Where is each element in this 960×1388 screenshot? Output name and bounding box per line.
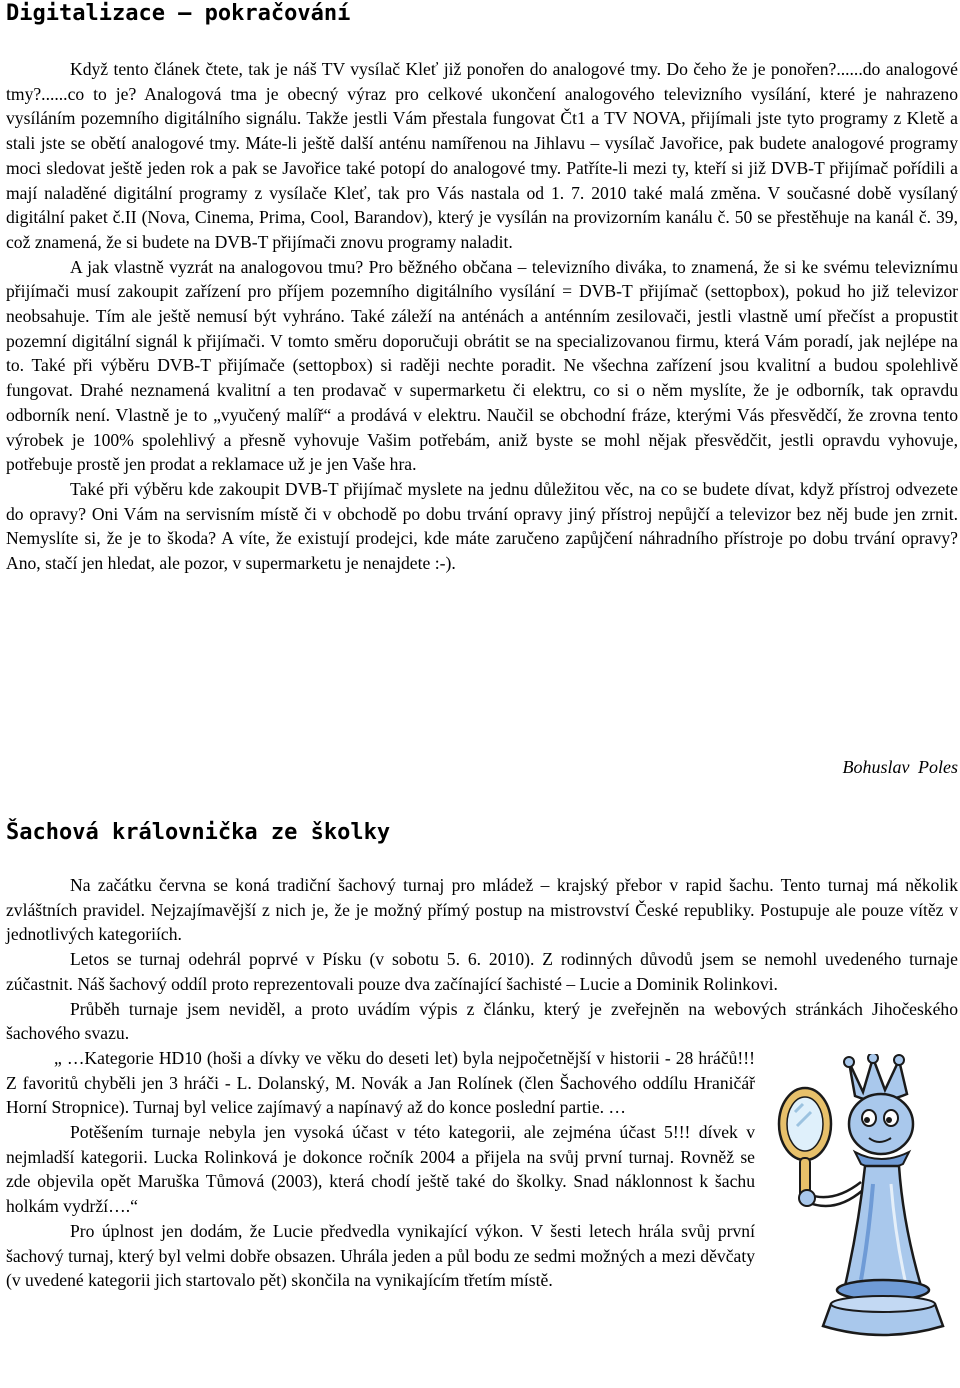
quote-paragraph: „ …Kategorie HD10 (hoši a dívky ve věku do deseti let) byla nejpočetnější v historii - 28 hráčů!!! Z favoritů chyběli jen 3 hráči - L. Dolanský, M. Novák a Jan Rolínek (člen Šachového oddílu Hraničář Horní Stropnice). Turnaj byl velice zajímavý a napínavý až do konce poslední partie. … bbox=[6, 1047, 755, 1118]
article-title-digitalizace: Digitalizace – pokračování bbox=[6, 1, 351, 26]
article-body-sach bbox=[6, 873, 958, 1344]
paragraph: Průběh turnaje jsem neviděl, a proto uvádím výpis z článku, který je zveřejněn na webových stránkách Jihočeského šachového svazu. bbox=[6, 998, 958, 1044]
paragraph: Na začátku června se koná tradiční šachový turnaj pro mládež – krajský přebor v rapid šachu. Tento turnaj má několik zvláštních pravidel. Nejzajímavější z nich je, že je možný přímý postup na mistrovství České republiky. Postupuje ale pouze vítěz v jednotlivých kategoriích. bbox=[6, 875, 958, 945]
quote-with-illustration bbox=[6, 1046, 958, 1293]
paragraph: Také při výběru kde zakoupit DVB-T přijímač myslete na jednu důležitou věc, na co se budete dívat, když přístroj odvezete do opravy? Oni Vám na servisním místě či v obchodě po dobu trvání opravy jiný přístroj nepůjčí a televizor bez něj bude jen zrnit. Nemyslíte si, že je to škoda? A víte, že existují prodejci, kde máte zaručeno zapůjčení náhradního přístroje po dobu trvání opravy? Ano, stačí jen hledat, ale pozor, v supermarketu je nenajdete :-). bbox=[6, 478, 958, 574]
chess-queen-icon bbox=[763, 1054, 958, 1344]
article-body-digitalizace bbox=[6, 57, 958, 576]
paragraph: A jak vlastně vyzrát na analogovou tmu? Pro běžného občana – televizního diváka, to znamená, že si ke svému televiznímu přijímači musí zakoupit zařízení pro příjem pozemního digitálního vysílání = DVB-T přijímač (settopbox), pokud ho již televizor neobsahuje. Tím ale ještě nemusí být vyhráno. Také záleží na anténách a anténním zesilovači, jestli vlastně umí přečíst a propustit pozemní digitální signál k přijímači. V tomto směru doporučuji obrátit se na specializovanou firmu, která Vám poradí, jak nejlépe na to. Také při výběru DVB-T přijímače (settopbox) si raději nechte poradit. Ne všechna zařízení jsou kvalitní a budou spolehlivě fungovat. Drahé neznamená kvalitní a ten prodavač v supermarketu či elektru, co si o něm myslíte, že je odborník, tak opravdu odborník není. Vlastně je to „vyučený malíř“ a prodává v elektru. Naučil se obchodní fráze, kterými Vás přesvědčí, že zrovna tento výrobek je 100% spolehlivý a přesně vyhovuje Vašim potřebám, aniž byste se mohl nějak přesvědčit, jestli opravdu vyhovuje, potřebuje prostě jen prodat a reklamace už je jen Vaše hra. bbox=[6, 256, 958, 475]
author-signature: Bohuslav Poles bbox=[842, 757, 958, 777]
paragraph: Letos se turnaj odehrál poprvé v Písku (v sobotu 5. 6. 2010). Z rodinných důvodů jsem se nemohl uvedeného turnaje zúčastnit. Náš šachový oddíl proto reprezentovali pouze dva začínající šachisté – Lucie a Dominik Rolinkovi. bbox=[6, 949, 958, 994]
quote-paragraph: Potěšením turnaje nebyla jen vysoká účast v této kategorii, ale zejména účast 5!!! dívek v nejmladší kategorii. Lucka Rolinková je dokonce ročník 2004 a přijela na svůj první turnaj. Rovněž se zde objevila opět Maruška Tůmová (2003), která chodí ještě také do školky. Snad náklonnost k šachu holkám vydrží….“ bbox=[6, 1122, 755, 1217]
article-title-sach: Šachová královnička ze školky bbox=[6, 820, 391, 845]
paragraph: Když tento článek čtete, tak je náš TV vysílač Kleť již ponořen do analogové tmy. Do čeho že je ponořen?......do analogové tmy?......co to je? Analogová tma je obecný výraz pro celkové ukončení analogového televizního vysílání, které je nahrazeno vysíláním pozemního digitálního signálu. Takže jestli Vám přestala fungovat Čt1 a TV NOVA, přijímali jste tyto programy z Kletě a stali jste se obětí analogové tmy. Máte-li ještě další anténu namířenou na Jihlavu – vysílač Javořice, pak budete analogové programy moci sledovat ještě jeden rok a pak se Javořice také potopí do analogové tmy. Patříte-li mezi ty, kteří si již DVB-T přijímač pořídili a mají naladěné digitální programy z vysílače Kleť, tak pro Vás nastala od 1. 7. 2010 také malá změna. V současné době vysílaný digitální paket č.II (Nova, Cinema, Prima, Cool, Barandov), který je vysílán na provizorním kanálu č. 50 se přestěhuje na kanál č. 39, což znamená, že si budete na DVB-T přijímači znovu programy naladit. bbox=[6, 59, 958, 252]
hand-mirror-icon bbox=[779, 1088, 831, 1198]
closing-paragraph: Pro úplnost jen dodám, že Lucie předvedla vynikající výkon. V šesti letech hrála svůj první šachový turnaj, který byl velmi dobře obsazen. Uhrála jeden a půl bodu ze sedmi možných a mezi děvčaty (v uvedené kategorii jich startovalo pět) skončila na vynikajícím třetím místě. bbox=[6, 1220, 755, 1291]
chess-queen-illustration bbox=[763, 1054, 958, 1344]
